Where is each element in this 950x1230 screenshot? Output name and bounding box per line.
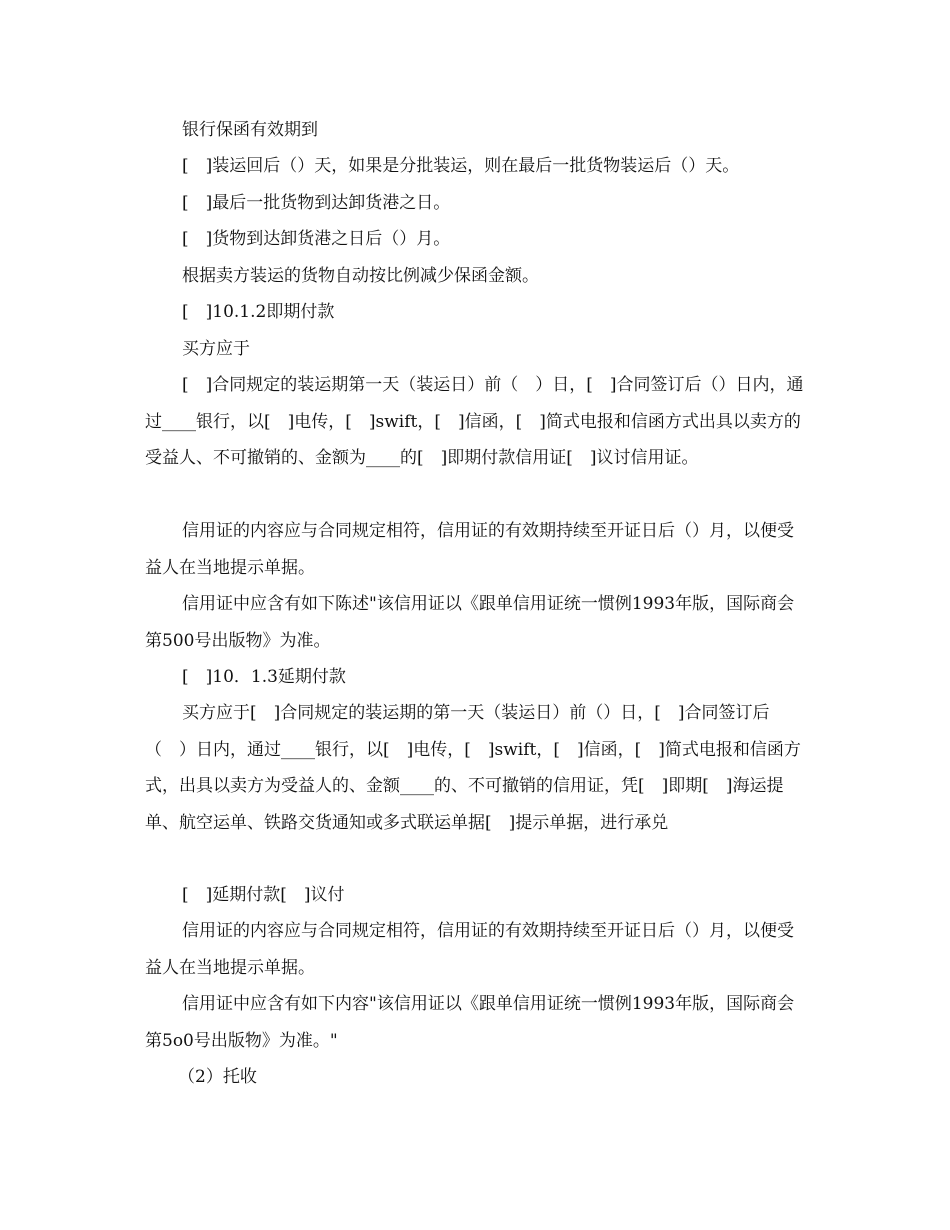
paragraph-deferred-payment-lc: 买方应于[ ]合同规定的装运期的第一天（装运日）前（）日，[ ]合同签订后（ ）日内，通过____银行，以[ ]电传，[ ]swift，[ ]信函，[ ]简式电报和信函方式，出具以卖方为受益人的、金额____的、不可撤销的信用证，凭[ ]即期[ ]海运提单、航空运单、铁路交货通知或多式联运单据[ ]提示单据，进行承兑: [145, 703, 801, 833]
section-10-1-3-heading: [ ]10．1.3延期付款: [182, 667, 346, 687]
option-after-arrival-month: [ ]货物到达卸货港之日后（）月。: [182, 229, 451, 249]
paragraph-lc-content-2: 信用证的内容应与合同规定相符，信用证的有效期持续至开证日后（）月，以便受益人在当地提示单据。: [145, 921, 794, 978]
section-10-1-2-heading: [ ]10.1.2即期付款: [182, 302, 335, 322]
option-after-shipment: [ ]装运回后（）天，如果是分批装运，则在最后一批货物装运后（）天。: [182, 156, 740, 176]
paragraph-lc-content-1: 信用证的内容应与合同规定相符，信用证的有效期持续至开证日后（）月，以便受益人在当地提示单据。: [145, 521, 794, 578]
paragraph-buyer-shall: 买方应于: [182, 339, 250, 359]
paragraph-sight-payment-lc: [ ]合同规定的装运期第一天（装运日）前（ ）日，[ ]合同签订后（）日内，通过____银行，以[ ]电传，[ ]swift，[ ]信函，[ ]简式电报和信函方式出具以卖方的受益人、不可撤销的、金额为____的[ ]即期付款信用证[ ]议讨信用证。: [145, 375, 804, 468]
paragraph-guarantee-validity: 银行保函有效期到: [182, 120, 318, 140]
paragraph-lc-statement-1: 信用证中应含有如下陈述"该信用证以《跟单信用证统一惯例1993年版，国际商会第500号出版物》为准。: [145, 594, 795, 651]
option-deferred-or-negotiation: [ ]延期付款[ ]议付: [182, 885, 345, 905]
option-last-batch-arrival: [ ]最后一批货物到达卸货港之日。: [182, 193, 451, 213]
paragraph-reduce-guarantee: 根据卖方装运的货物自动按比例减少保函金额。: [182, 266, 539, 286]
paragraph-lc-statement-2: 信用证中应含有如下内容"该信用证以《跟单信用证统一惯例1993年版，国际商会第5o0号出版物》为准。": [145, 994, 795, 1051]
section-collection-heading: （2）托收: [178, 1067, 257, 1087]
